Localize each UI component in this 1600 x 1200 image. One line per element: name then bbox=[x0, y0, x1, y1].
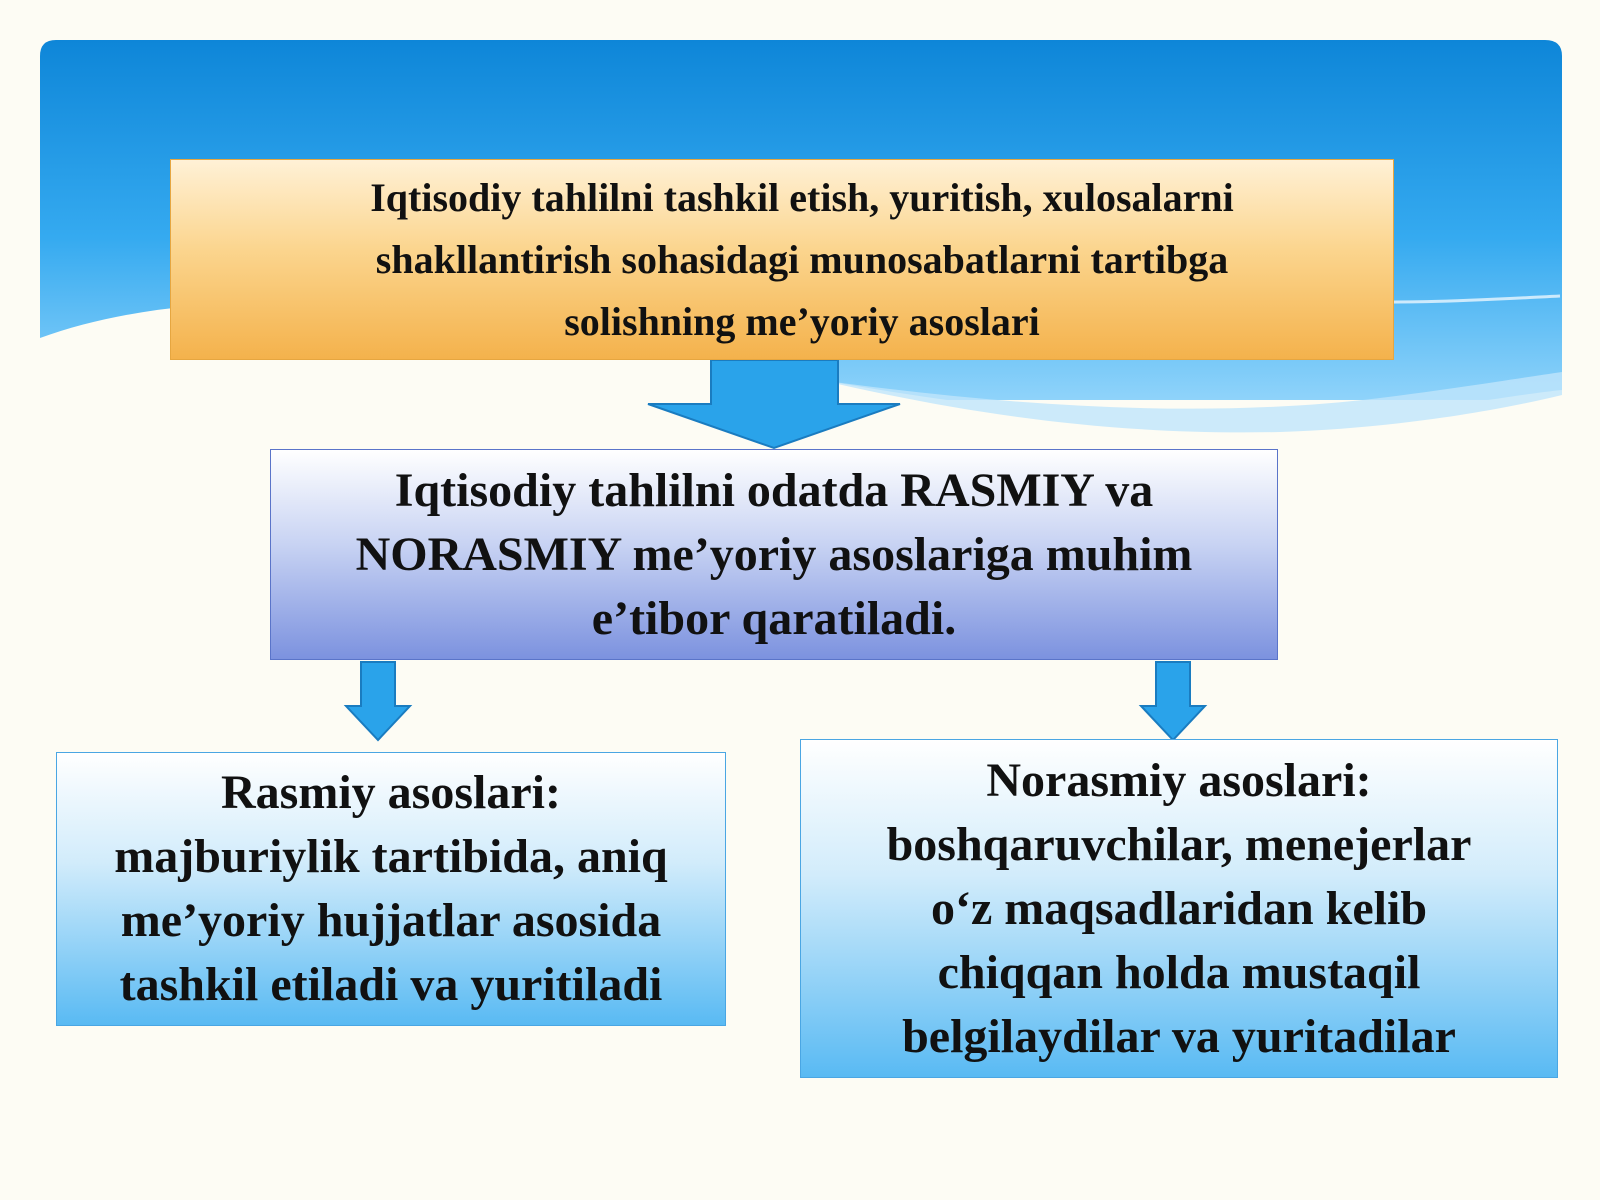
left-box-rasmiy bbox=[56, 752, 726, 1026]
left-box-text: Rasmiy asoslari: majburiylik tartibida, aniq me’yoriy hujjatlar asosida tashkil etiladi va yuritiladi bbox=[114, 766, 668, 1011]
middle-box-text: Iqtisodiy tahlilni odatda RASMIY va NORASMIY me’yoriy asoslariga muhim e’tibor qaratiladi. bbox=[355, 463, 1193, 645]
arrow-down-right bbox=[1138, 660, 1208, 742]
right-box-norasmiy bbox=[800, 739, 1558, 1078]
middle-box bbox=[270, 449, 1278, 660]
top-box-text: Iqtisodiy tahlilni tashkil etish, yuritish, xulosalarni shakllantirish sohasidagi munosabatlarni tartibga solishning me’yoriy asoslari bbox=[370, 174, 1234, 344]
right-box-text: Norasmiy asoslari: boshqaruvchilar, menejerlar o‘z maqsadlaridan kelib chiqqan holda mustaqil belgilaydilar va yuritadilar bbox=[886, 753, 1472, 1063]
arrow-down-main bbox=[646, 360, 906, 450]
arrow-down-left bbox=[343, 660, 413, 742]
top-box bbox=[170, 159, 1394, 360]
